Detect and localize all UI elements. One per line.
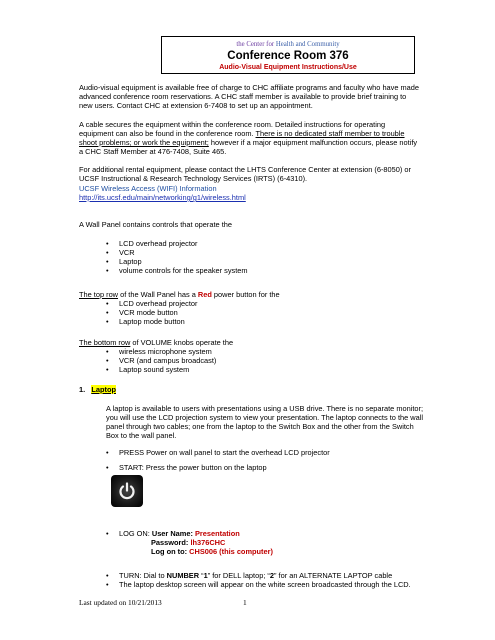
list-item — [106, 529, 424, 538]
wifi-info — [79, 184, 421, 202]
top-row-description — [79, 290, 421, 299]
user-name-label: User Name: — [151, 529, 195, 538]
logo-prefix: the Center for — [236, 41, 276, 48]
password-value: lh376CHC — [190, 538, 226, 547]
list-item: • VCR (and campus broadcast) — [106, 356, 406, 365]
bottom-row-label: The bottom row — [79, 338, 131, 347]
list-item: • VCR mode button — [106, 308, 406, 317]
intro-text-2-underlined: There is no dedicated staff member to trouble shoot problems; or work the equipment; — [79, 129, 405, 147]
laptop-desc-text: A laptop is available to users with presentations using a USB drive. There is no separate monitor; you will use the LCD projection system to view your presentation. The laptop connects to the wall panel through two cables; one from the laptop to the Switch Box and the other from the Switch Box to the wall panel. — [106, 404, 424, 440]
bottom-row-text: of VOLUME knobs operate the — [130, 338, 234, 347]
last-updated: Last updated on 10/21/2013 — [79, 598, 162, 607]
list-item: • LCD overhead projector — [106, 239, 406, 248]
page-subtitle: Audio-Visual Equipment Instructions/Use — [219, 64, 357, 71]
top-row-text-b: power button for the — [211, 290, 280, 299]
logo-highlight: Health and Community — [275, 41, 340, 48]
intro-paragraph-3 — [79, 165, 421, 183]
logon-to-label: Log on to: — [151, 547, 190, 556]
logon-to-value: CHS006 (this computer) — [189, 547, 273, 556]
section-label: Laptop — [91, 385, 116, 394]
laptop-steps-1 — [106, 448, 424, 457]
intro-text-3: For additional rental equipment, please contact the LHTS Conference Center at extension (6-8050) or UCSF Instructional & Research Technology Services (IRTS) (6-4310). — [79, 165, 411, 183]
laptop-steps-2 — [106, 463, 424, 472]
intro-text-1: Audio-visual equipment is available free of charge to CHC affiliate programs and faculty who have made advanced conference room reservations. A CHC staff member is available to provide brief training to new users. Contact CHC at extension 6-7408 to set up an appointment. — [79, 83, 420, 110]
red-label: Red — [197, 290, 212, 299]
list-item: • PRESS Power on wall panel to start the overhead LCD projector — [106, 448, 424, 457]
list-item — [106, 571, 436, 580]
list-item: • VCR — [106, 248, 406, 257]
list-item: • Laptop sound system — [106, 365, 406, 374]
user-name-value: Presentation — [195, 529, 240, 538]
bottom-row-list — [106, 347, 406, 374]
laptop-description — [106, 404, 424, 440]
turn-text-a: TURN: Dial to — [119, 571, 167, 580]
wall-panel-intro: A Wall Panel contains controls that operate the — [79, 220, 232, 229]
turn-option-2: 2 — [269, 571, 275, 580]
center-logo — [162, 41, 414, 49]
logon-to-line — [106, 547, 424, 556]
page-title: Conference Room 376 — [227, 50, 349, 62]
intro-paragraph-2 — [79, 120, 421, 156]
top-row-text-a: of the Wall Panel has a — [118, 290, 198, 299]
top-row-list — [106, 299, 406, 326]
page-number: 1 — [243, 598, 247, 607]
password-line — [106, 538, 424, 547]
turn-text-c: ” for an ALTERNATE LAPTOP cable — [274, 571, 393, 580]
list-item: • volume controls for the speaker system — [106, 266, 406, 275]
list-item: • The laptop desktop screen will appear on the white screen broadcasted through the LCD. — [106, 580, 436, 589]
intro-paragraph-1 — [79, 83, 421, 110]
list-item: • START: Press the power button on the laptop — [106, 463, 424, 472]
section-number: 1. — [79, 385, 86, 394]
header-box — [161, 36, 415, 74]
wall-panel-list — [106, 239, 406, 275]
list-item: • Laptop mode button — [106, 317, 406, 326]
turn-number-label: NUMBER — [166, 571, 200, 580]
top-row-label: The top row — [79, 290, 119, 299]
wifi-link[interactable]: http://its.ucsf.edu/main/networking/g1/wireless.html — [79, 193, 246, 202]
password-label: Password: — [151, 538, 191, 547]
power-button-icon — [111, 475, 143, 507]
wall-panel-section — [79, 220, 421, 229]
laptop-section-heading — [79, 385, 421, 394]
turn-option-1: 1 — [203, 571, 208, 580]
turn-text-b: ” for DELL laptop; “ — [207, 571, 270, 580]
list-item: • wireless microphone system — [106, 347, 406, 356]
intro-text-2a: A cable secures the equipment within the conference room. Detailed instructions for operating equipment can also be found in the conference room. — [79, 120, 386, 138]
turn-steps — [106, 571, 436, 589]
logon-block — [106, 529, 424, 556]
list-item: • Laptop — [106, 257, 406, 266]
logon-label: LOG ON: — [119, 529, 152, 538]
intro-text-2b: however if a major equipment malfunction occurs, please notify a CHC Staff Member at 476-7408, Suite 465. — [79, 138, 418, 156]
list-item: • LCD overhead projector — [106, 299, 406, 308]
turn-quote-open: “ — [199, 571, 204, 580]
wifi-label: UCSF Wireless Access (WIFI) Information — [79, 184, 217, 193]
bottom-row-description — [79, 338, 421, 347]
